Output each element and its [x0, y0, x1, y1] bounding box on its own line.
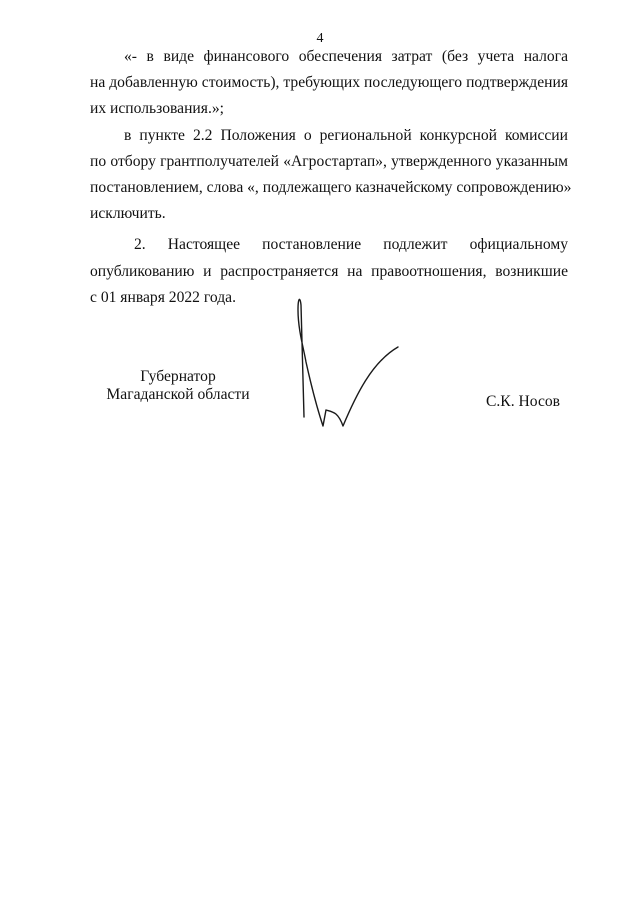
paragraph-line: «- в виде финансового обеспечения затрат (без учета налога — [124, 48, 568, 65]
paragraph-line: постановлением, слова «, подлежащего казначейскому сопровождению» — [90, 179, 572, 196]
paragraph-line: 2. Настоящее постановление подлежит официальному — [134, 236, 568, 253]
page-number: 4 — [316, 31, 324, 46]
paragraph-line: опубликованию и распространяется на правоотношения, возникшие — [90, 263, 568, 280]
signatory-title-line2: Магаданской области — [106, 386, 250, 403]
signatory-title-line1: Губернатор — [140, 368, 216, 385]
signatory-name: С.К. Носов — [486, 393, 561, 410]
paragraph-line: с 01 января 2022 года. — [90, 289, 236, 306]
paragraph-line: в пункте 2.2 Положения о региональной конкурсной комиссии — [124, 127, 568, 144]
paragraph-line: на добавленную стоимость), требующих последующего подтверждения — [90, 74, 568, 91]
paragraph-line: их использования.»; — [90, 100, 224, 117]
paragraph-line: исключить. — [90, 205, 166, 222]
paragraph-line: по отбору грантполучателей «Агростартап», утвержденного указанным — [90, 153, 568, 170]
